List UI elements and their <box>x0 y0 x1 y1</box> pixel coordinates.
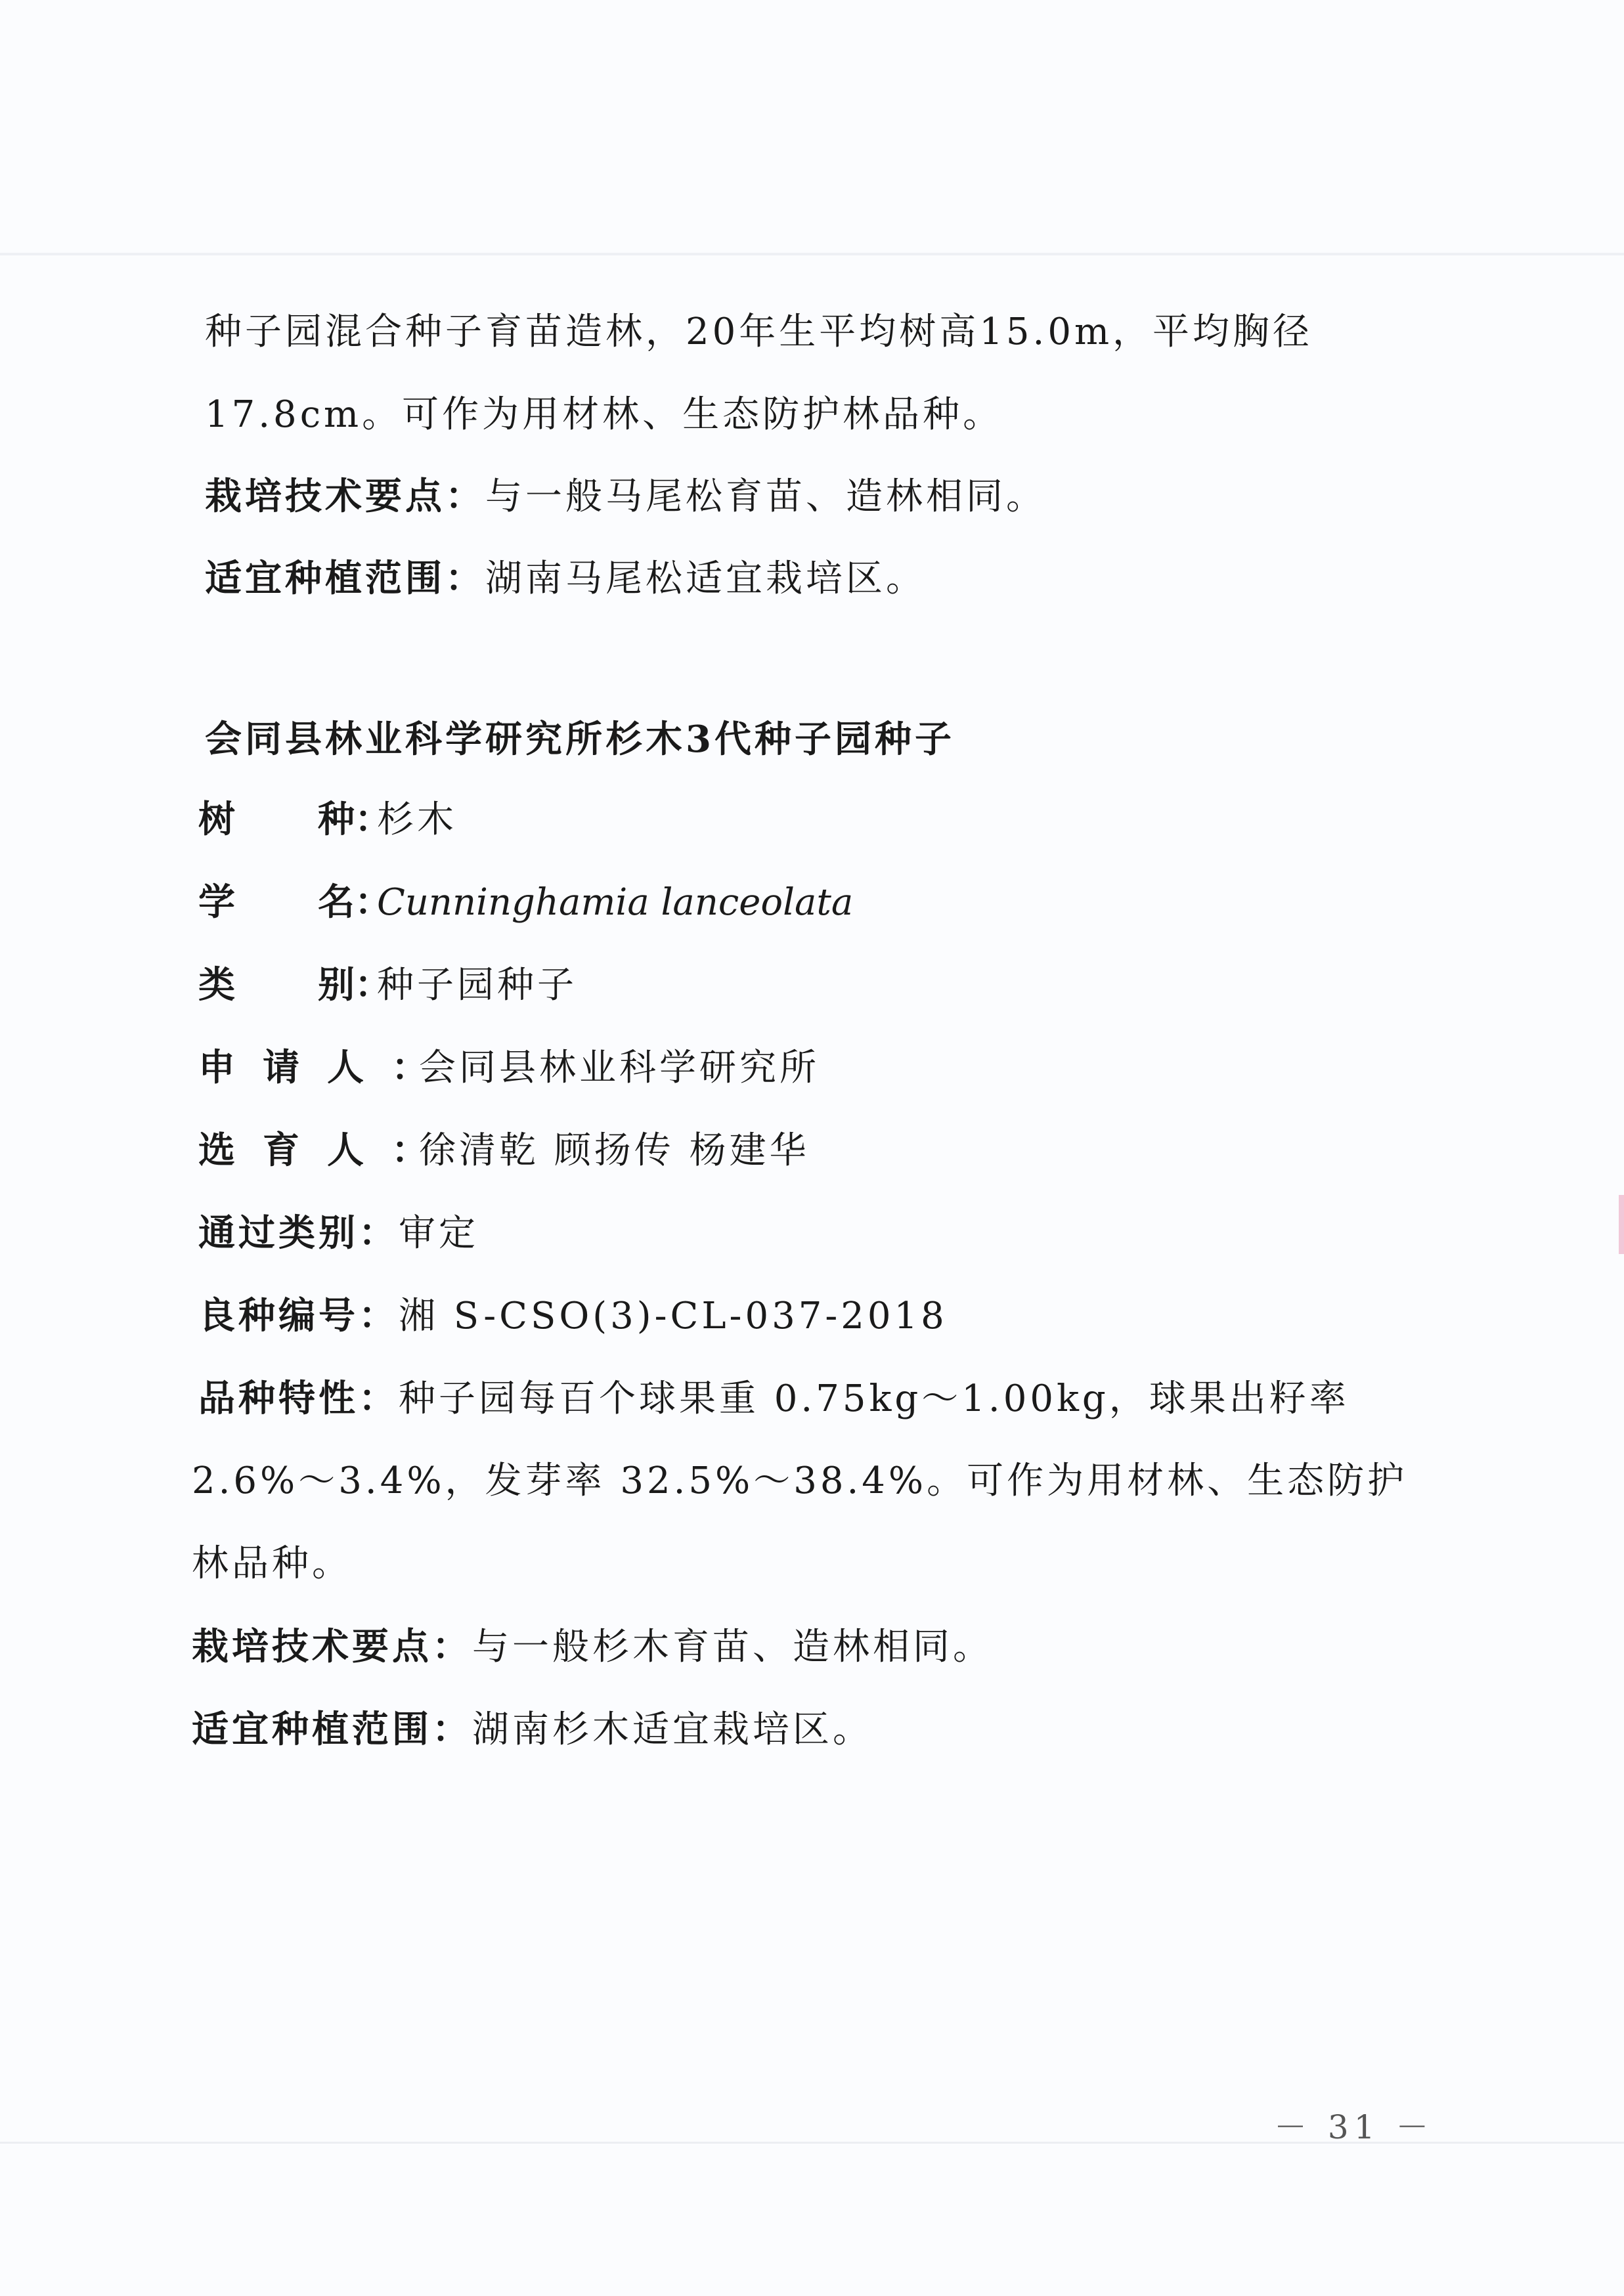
field-scientific-name <box>198 878 853 926</box>
field-planting-range-label: 适宜种植范围： <box>192 1708 472 1751</box>
field-species <box>198 796 457 844</box>
field-cultivation <box>192 1623 993 1671</box>
field-breeders-value: 徐清乾 顾扬传 杨建华 <box>419 1129 810 1172</box>
field-characteristics-line-2: 2.6%～3.4%，发芽率 32.5%～38.4%。可作为用材林、生态防护 <box>192 1460 1408 1502</box>
prev-entry-range <box>205 555 926 603</box>
range-label: 适宜种植范围： <box>205 557 485 600</box>
field-scientific-name-value: Cunninghamia lanceolata <box>377 881 854 924</box>
entry-title: 会同县林业科学研究所杉木3代种子园种子 <box>205 718 955 761</box>
page-number: － 31 － <box>1274 2108 1434 2146</box>
field-category <box>198 961 577 1009</box>
field-species-value: 杉木 <box>377 798 457 841</box>
cultivation-label: 栽培技术要点： <box>205 475 485 518</box>
field-variety-code-label: 良种编号： <box>198 1294 399 1337</box>
field-approval-type-label: 通过类别： <box>198 1211 399 1255</box>
field-applicant <box>198 1044 820 1092</box>
field-planting-range <box>192 1706 873 1754</box>
field-cultivation-value: 与一般杉木育苗、造林相同。 <box>472 1626 993 1668</box>
field-breeders-label: 选育人： <box>198 1129 456 1172</box>
field-applicant-label: 申请人： <box>198 1046 456 1089</box>
field-breeders <box>198 1127 810 1175</box>
field-species-label: 树 种： <box>198 798 391 841</box>
field-scientific-name-label: 学 名： <box>198 880 391 924</box>
cultivation-value: 与一般马尾松育苗、造林相同。 <box>485 475 1046 518</box>
scan-shadow-top <box>0 253 1624 255</box>
field-characteristics-value-line-1: 种子园每百个球果重 0.75kg～1.00kg，球果出籽率 <box>399 1377 1350 1420</box>
field-characteristics <box>198 1375 1350 1423</box>
field-category-label: 类 别： <box>198 963 391 1007</box>
prev-entry-cultivation <box>205 473 1046 521</box>
field-approval-type <box>198 1209 479 1257</box>
field-variety-code <box>198 1292 948 1340</box>
prev-entry-text-line-2: 17.8cm。可作为用材林、生态防护林品种。 <box>205 393 1003 436</box>
prev-entry-text-line-1: 种子园混合种子育苗造林，20年生平均树高15.0m，平均胸径 <box>205 311 1313 353</box>
range-value: 湖南马尾松适宜栽培区。 <box>485 557 926 600</box>
field-variety-code-value: 湘 S-CSO(3)-CL-037-2018 <box>399 1295 948 1337</box>
field-approval-type-value: 审定 <box>399 1212 479 1255</box>
field-applicant-value: 会同县林业科学研究所 <box>419 1047 820 1089</box>
page-edge-mark <box>1619 1195 1624 1254</box>
field-planting-range-value: 湖南杉木适宜栽培区。 <box>472 1708 873 1751</box>
field-cultivation-label: 栽培技术要点： <box>192 1625 472 1668</box>
field-characteristics-label: 品种特性： <box>198 1377 399 1420</box>
field-category-value: 种子园种子 <box>377 964 577 1007</box>
field-characteristics-line-3: 林品种。 <box>192 1542 352 1585</box>
